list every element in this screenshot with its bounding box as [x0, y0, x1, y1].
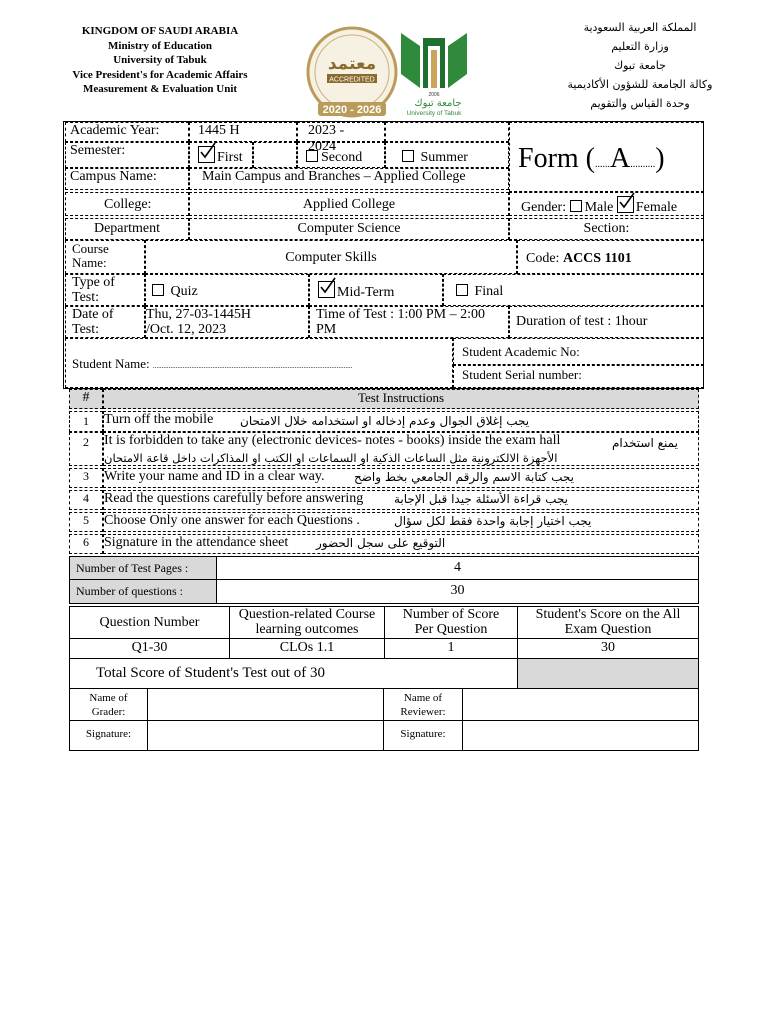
academic-no-field[interactable]: Student Academic No:	[453, 338, 704, 365]
gender-label: Gender:	[521, 200, 567, 215]
header-line-4: Vice President's for Academic Affairs	[72, 68, 248, 81]
checked-box-icon	[617, 196, 634, 213]
instr-row	[103, 432, 699, 466]
logo-year: 2006	[428, 92, 440, 98]
instr-ar-2: الأجهزة الالكترونية مثل الساعات الذكية او السماعات او الكتب او المذاكرات داخل قاعة الامتحان	[104, 451, 558, 465]
type-midterm-option[interactable]	[309, 274, 443, 306]
seal-years: 2020 - 2026	[322, 104, 382, 116]
gender-male-option[interactable]	[570, 200, 614, 215]
instr-en: Choose Only one answer for each Questions .	[104, 513, 360, 528]
form-dots-left: ......	[595, 159, 610, 170]
date-value-2: /Oct. 12, 2023	[146, 322, 227, 337]
instr-row	[103, 534, 699, 554]
form-dots-right: ..........	[630, 159, 656, 170]
grader-label	[69, 688, 148, 721]
header-line-1: KINGDOM OF SAUDI ARABIA	[81, 25, 239, 37]
header-ar-line-4: وكالة الجامعة للشؤون الأكاديمية	[567, 78, 713, 91]
instr-en: It is forbidden to take any (electronic devices- notes - books) inside the exam hall	[104, 433, 561, 448]
score-question-range: Q1-30	[69, 638, 230, 659]
accreditation-seal-icon	[305, 25, 399, 119]
logo-english: University of Tabuk	[406, 110, 462, 117]
sem-first-label: First	[217, 150, 243, 165]
blank-cell	[253, 142, 297, 168]
date-label-1: Date of	[72, 307, 114, 322]
score-clo: CLOs 1.1	[229, 638, 385, 659]
time-value-2: PM	[316, 322, 337, 337]
header-line-3: University of Tabuk	[113, 54, 207, 66]
checkbox-icon	[402, 150, 414, 162]
instr-row	[103, 468, 699, 488]
header-line-2: Ministry of Education	[108, 39, 212, 52]
checked-box-icon	[318, 281, 335, 298]
type-label-2: Test:	[72, 290, 100, 305]
duration-value: Duration of test : 1hour	[509, 306, 704, 338]
department-label: Department	[65, 218, 189, 240]
instr-title: Test Instructions	[103, 389, 699, 409]
checkbox-icon	[456, 284, 468, 296]
instr-row	[103, 490, 699, 510]
type-quiz-label: Quiz	[170, 284, 198, 299]
seal-accredited: ACCREDITED	[329, 76, 375, 84]
semester-label: Semester:	[65, 142, 189, 168]
reviewer-label	[383, 688, 463, 721]
score-h-student-score	[517, 606, 699, 639]
instr-en: Read the questions carefully before answering	[104, 491, 364, 506]
checkbox-icon	[570, 200, 582, 212]
score-total-value: 30	[517, 638, 699, 659]
college-label: College:	[65, 192, 189, 216]
grader-signature-field[interactable]	[147, 720, 384, 751]
score-h-per-question	[384, 606, 518, 639]
instr-ar: يجب إغلاق الجوال وعدم إدخاله او استخدامه خلال الامتحان	[240, 414, 530, 428]
logo-arabic: جامعة تبوك	[414, 98, 462, 109]
time-value	[309, 306, 509, 338]
header-ar-line-1: المملكة العربية السعودية	[583, 21, 697, 34]
score-h-per-question-2: Per Question	[414, 622, 488, 637]
header-ar-line-3: جامعة تبوك	[614, 59, 666, 72]
instr-num: 5	[69, 512, 103, 532]
instr-en: Turn off the mobile	[104, 412, 214, 427]
department-value: Computer Science	[189, 218, 509, 240]
questions-value: 30	[216, 579, 699, 604]
greg-year: 2023 - 2024	[297, 122, 385, 142]
code-label: Code:	[526, 251, 560, 266]
checked-box-icon	[198, 146, 215, 163]
type-label-1: Type of	[72, 275, 115, 290]
type-final-label: Final	[474, 284, 504, 299]
blank-cell	[385, 122, 509, 142]
test-pages-label: Number of Test Pages :	[69, 556, 217, 580]
sem-second-label: Second	[321, 150, 363, 165]
header-english	[40, 24, 280, 97]
score-per-question: 1	[384, 638, 518, 659]
course-value: Computer Skills	[145, 240, 517, 274]
type-midterm-label: Mid-Term	[337, 285, 395, 300]
grader-label-2: Grader:	[91, 706, 126, 718]
questions-label: Number of questions :	[69, 579, 217, 604]
instr-num: 4	[69, 490, 103, 510]
time-value-1: Time of Test : 1:00 PM – 2:00	[316, 307, 485, 322]
form-cell	[509, 122, 704, 192]
serial-number-field[interactable]: Student Serial number:	[453, 365, 704, 388]
score-h-clo-1: Question-related Course	[238, 607, 376, 622]
form-letter: A	[610, 143, 631, 174]
student-name-field[interactable]	[65, 338, 453, 388]
instr-en: Write your name and ID in a clear way.	[104, 469, 325, 484]
instr-en: Signature in the attendance sheet	[104, 535, 289, 550]
instr-row	[103, 512, 699, 532]
header-ar-line-5: وحدة القياس والتقويم	[590, 97, 690, 110]
score-h-student-score-2: Exam Question	[564, 622, 652, 637]
university-logo-icon	[398, 28, 470, 118]
seal-arabic: معتمد	[327, 54, 377, 74]
type-final-option[interactable]	[443, 274, 704, 306]
total-score-field[interactable]	[517, 658, 699, 689]
date-label-2: Test:	[72, 322, 100, 337]
sem-summer-label: Summer	[420, 150, 468, 165]
college-value: Applied College	[189, 192, 509, 216]
semester-first-option[interactable]	[189, 142, 253, 168]
reviewer-label-1: Name of	[403, 692, 443, 704]
checkbox-icon	[152, 284, 164, 296]
score-h-per-question-1: Number of Score	[402, 607, 500, 622]
instr-ar: يجب كتابة الاسم والرقم الجامعي بخط واضح	[354, 470, 575, 484]
code-value: ACCS 1101	[562, 251, 632, 266]
form-prefix: Form (	[518, 143, 595, 174]
score-h-student-score-1: Student's Score on the All	[535, 607, 681, 622]
campus-label: Campus Name:	[65, 168, 189, 190]
grader-name-field[interactable]	[147, 688, 384, 721]
header-line-5: Measurement & Evaluation Unit	[82, 83, 238, 95]
score-h-clo	[229, 606, 385, 639]
student-name-dots: ..................................................................................................................	[152, 362, 353, 370]
reviewer-signature-field[interactable]	[462, 720, 699, 751]
header-ar-line-2: وزارة التعليم	[611, 40, 669, 53]
academic-year-label: Academic Year:	[65, 122, 189, 142]
total-score-label: Total Score of Student's Test out of 30	[69, 658, 518, 689]
test-pages-value: 4	[216, 556, 699, 580]
gender-female-option[interactable]	[617, 200, 677, 215]
instr-num: 3	[69, 468, 103, 488]
score-h-question-number: Question Number	[69, 606, 230, 639]
section-label: Section:	[509, 218, 704, 240]
form-suffix: )	[655, 143, 665, 174]
instr-ar: يجب اختيار إجابة واحدة فقط لكل سؤال	[394, 514, 592, 528]
instr-num: 6	[69, 534, 103, 554]
instr-row	[103, 411, 699, 432]
date-value-1: Thu, 27-03-1445H	[146, 307, 251, 322]
course-label-1: Course	[72, 241, 109, 256]
header-arabic	[560, 18, 720, 113]
gender-cell	[509, 192, 704, 216]
instr-ar: يجب قراءة الأسئلة جيدا قبل الإجابة	[394, 492, 568, 506]
code-cell	[517, 240, 704, 274]
student-name-label: Student Name:	[72, 356, 153, 371]
instr-ar: التوقيع على سجل الحضور	[316, 536, 446, 550]
instr-hash: #	[69, 389, 103, 409]
instr-ar: يمنع استخدام	[612, 436, 678, 450]
reviewer-name-field[interactable]	[462, 688, 699, 721]
gender-male-label: Male	[584, 200, 614, 215]
semester-second-option[interactable]	[297, 142, 385, 168]
type-label	[65, 274, 145, 306]
reviewer-signature-label: Signature:	[383, 720, 463, 751]
course-label-2: Name:	[72, 255, 107, 270]
date-label	[65, 306, 145, 338]
reviewer-label-2: Reviewer:	[400, 706, 446, 718]
checkbox-icon	[306, 150, 318, 162]
campus-value: Main Campus and Branches – Applied College	[189, 168, 509, 190]
score-h-clo-2: learning outcomes	[255, 622, 359, 637]
grader-signature-label: Signature:	[69, 720, 148, 751]
course-label	[65, 240, 145, 274]
grader-label-1: Name of	[89, 692, 128, 704]
type-quiz-option[interactable]	[145, 274, 309, 306]
hijri-year: 1445 H	[189, 122, 297, 142]
instr-num: 2	[69, 432, 103, 466]
instr-num: 1	[69, 411, 103, 432]
gender-female-label: Female	[635, 200, 678, 215]
date-value	[145, 306, 309, 338]
semester-summer-option[interactable]	[385, 142, 509, 168]
